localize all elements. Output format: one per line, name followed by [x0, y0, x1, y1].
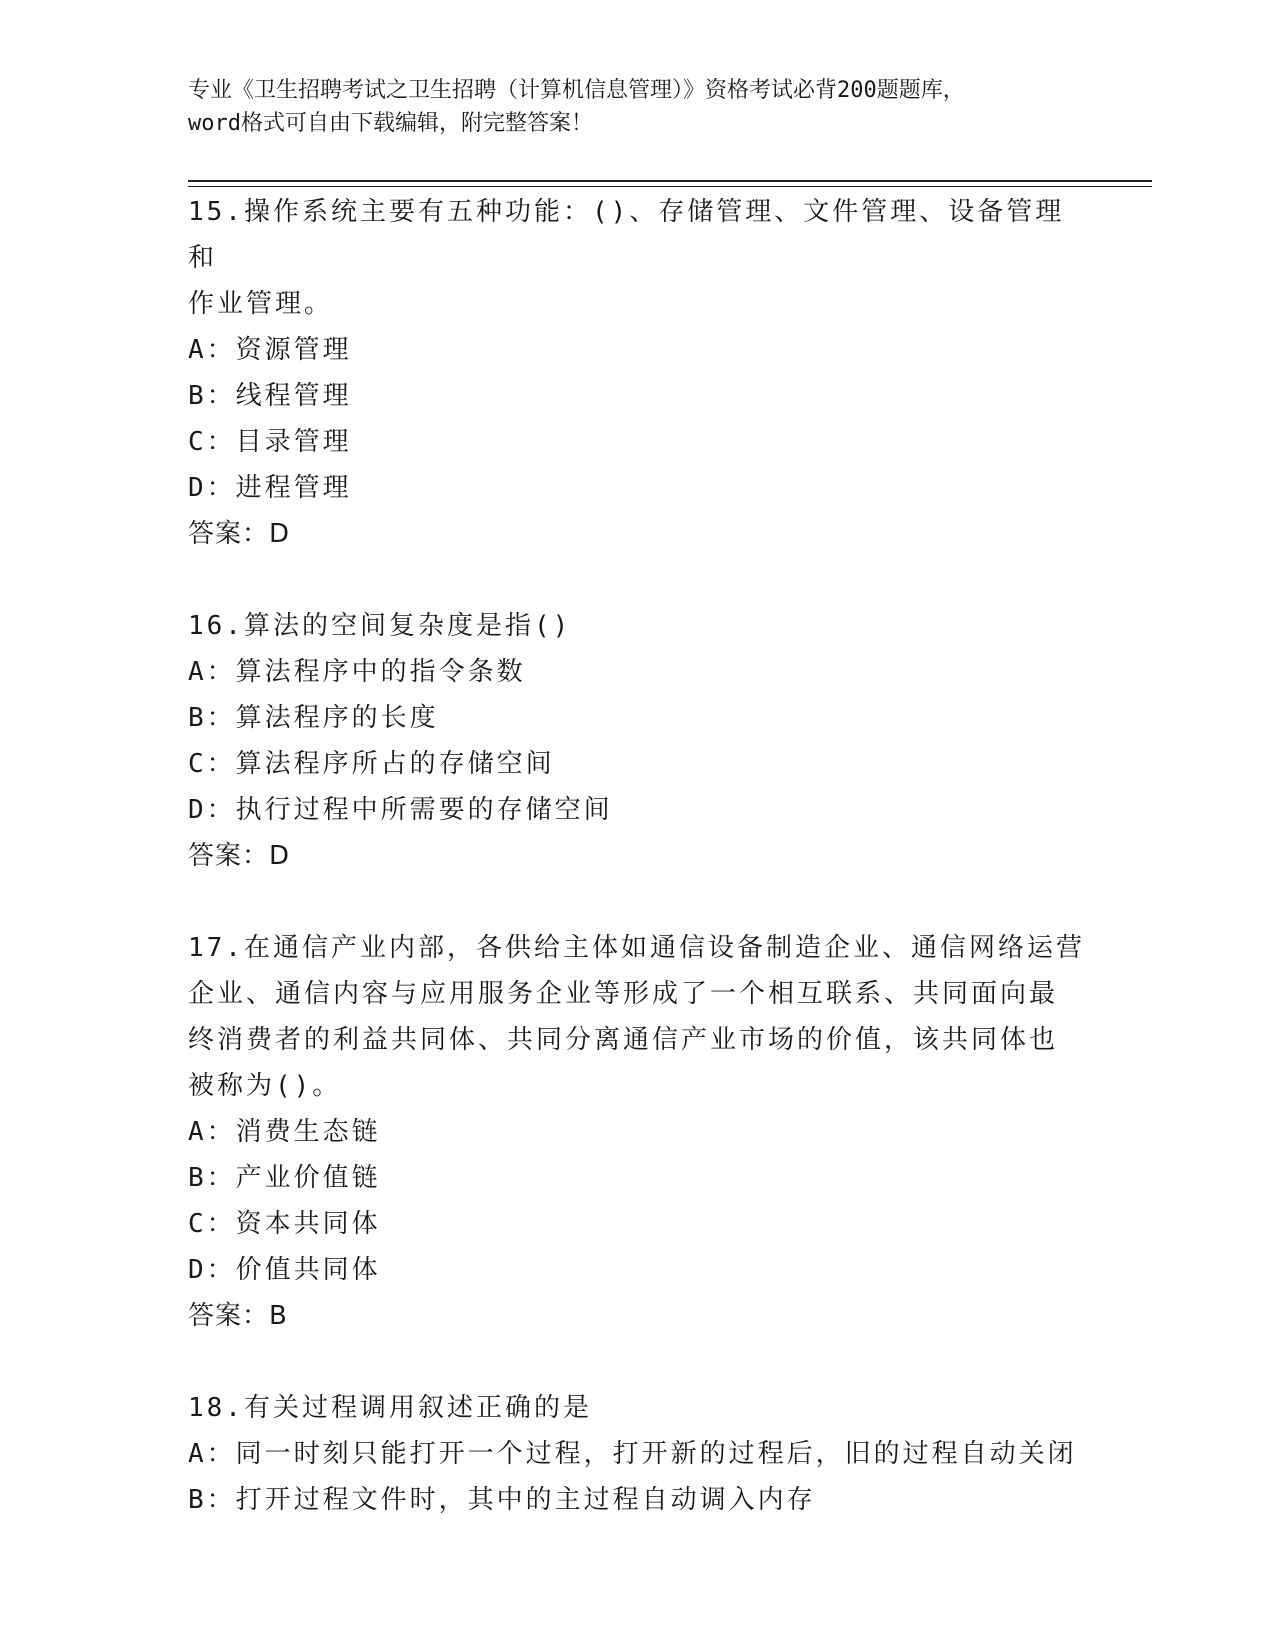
document-header	[188, 74, 1088, 140]
header-divider-thick	[188, 180, 1152, 182]
answer-option: D：进程管理	[188, 473, 352, 503]
answer-key: 答案：D	[188, 841, 291, 871]
header-line-1: 专业《卫生招聘考试之卫生招聘（计算机信息管理）》资格考试必背200题题库，	[188, 78, 965, 103]
question-stem-line: 17.在通信产业内部，各供给主体如通信设备制造企业、通信网络运营	[188, 933, 1085, 963]
question-block	[188, 189, 1088, 557]
answer-option: C：资本共同体	[188, 1209, 381, 1239]
question-stem-line: 企业、通信内容与应用服务企业等形成了一个相互联系、共同面向最	[188, 979, 1059, 1009]
question-stem-line: 18.有关过程调用叙述正确的是	[188, 1393, 592, 1423]
question-list	[188, 189, 1088, 1569]
question-stem-line: 终消费者的利益共同体、共同分离通信产业市场的价值，该共同体也	[188, 1025, 1059, 1055]
question-stem-line: 15.操作系统主要有五种功能：()、存储管理、文件管理、设备管理和	[188, 197, 1065, 273]
answer-option: C：目录管理	[188, 427, 352, 457]
answer-option: B：算法程序的长度	[188, 703, 439, 733]
answer-option: B：打开过程文件时，其中的主过程自动调入内存	[188, 1485, 816, 1515]
answer-option: A：资源管理	[188, 335, 352, 365]
answer-option: A：消费生态链	[188, 1117, 381, 1147]
answer-key: 答案：D	[188, 519, 291, 549]
answer-option: B：线程管理	[188, 381, 352, 411]
answer-option: A：算法程序中的指令条数	[188, 657, 526, 687]
question-stem-line: 16.算法的空间复杂度是指()	[188, 611, 572, 641]
question-block	[188, 603, 1088, 879]
question-block	[188, 1385, 1088, 1523]
answer-option: D：价值共同体	[188, 1255, 381, 1285]
question-stem-line: 被称为()。	[188, 1071, 342, 1101]
question-stem-line: 作业管理。	[188, 289, 334, 319]
header-line-2: word格式可自由下载编辑，附完整答案！	[188, 111, 593, 136]
answer-option: C：算法程序所占的存储空间	[188, 749, 555, 779]
answer-option: D：执行过程中所需要的存储空间	[188, 795, 613, 825]
answer-option: B：产业价值链	[188, 1163, 381, 1193]
header-divider-thin	[188, 186, 1152, 187]
answer-key: 答案：B	[188, 1301, 288, 1331]
question-block	[188, 925, 1088, 1339]
answer-option: A：同一时刻只能打开一个过程，打开新的过程后，旧的过程自动关闭	[188, 1439, 1077, 1469]
